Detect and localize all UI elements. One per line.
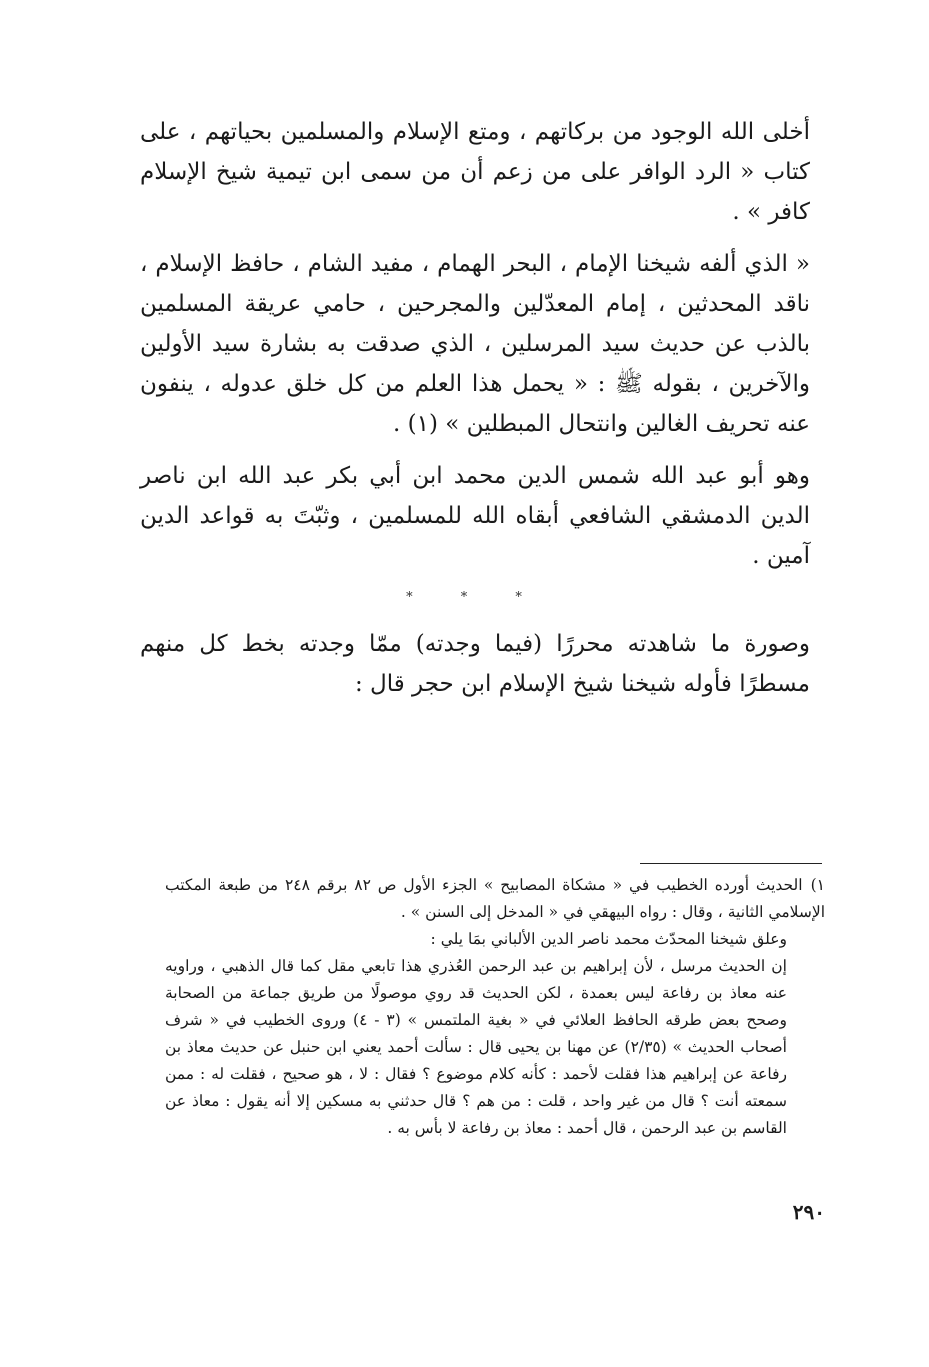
paragraph-2: « الذي ألفه شيخنا الإمام ، البحر الهمام ، مفيد الشام ، حافظ الإسلام ، ناقد المحدثين ، إمام المعدّلين والمجرحين ، حامي عريقة المسلمين بالذب عن حديث سيد المرسلين ، الذي صدقت به بشارة سيد الأولين والآخرين ، بقوله ﷺ : « يحمل هذا العلم من كل خلق عدوله ، ينفون عنه تحريف الغالين وانتحال المبطلين » (١) .	[140, 251, 810, 437]
paragraph-4: وصورة ما شاهدته محررًا (فيما وجدته) ممّا وجدته بخط كل منهم مسطرًا فأوله شيخنا شيخ الإسلام ابن حجر قال :	[140, 631, 810, 697]
paragraph-3: وهو أبو عبد الله شمس الدين محمد ابن أبي بكر عبد الله ابن ناصر الدين الدمشقي الشافعي أبقاه الله للمسلمين ، وثبّتَ به قواعد الدين آمين .	[140, 463, 810, 569]
footnote-1	[165, 872, 825, 926]
main-text-body	[140, 112, 810, 716]
footnotes-section	[165, 872, 825, 1142]
footnote-number: ١)	[810, 876, 825, 894]
section-divider-ornament: * * *	[406, 590, 544, 605]
footnote-line-3: إن الحديث مرسل ، لأن إبراهيم بن عبد الرحمن العُذري هذا تابعي مقل كما قال الذهبي ، وراويه عنه معاذ بن رفاعة ليس بعمدة ، لكن الحديث قد روي موصولًا من طريق جماعة من الصحابة وصحح بعض طرقه الحافظ العلائي في « بغية الملتمس » (٣ - ٤) وروى الخطيب في « شرف أصحاب الحديث » (٢/٣٥) عن مهنا بن يحيى قال : سألت أحمد يعني ابن حنبل عن حديث معاذ بن رفاعة عن إبراهيم هذا فقلت لأحمد : كأنه كلام موضوع ؟ فقال : لا ، هو صحيح ، فقلت له : ممن سمعته أنت ؟ قال من غير واحد ، قلت : من هم ؟ قال حدثني به مسكين إلا أنه يقول : معاذ عن القاسم بن عبد الرحمن ، قال أحمد : معاذ بن رفاعة لا بأس به .	[165, 957, 788, 1137]
paragraph-1: أخلى الله الوجود من بركاتهم ، ومتع الإسلام والمسلمين بحياتهم ، على كتاب « الرد الوافر على من زعم أن من سمى ابن تيمية شيخ الإسلام كافر » .	[140, 119, 810, 225]
footnote-line-2: وعلق شيخنا المحدّث محمد ناصر الدين الألباني بمَا يلي :	[430, 930, 787, 948]
footnote-separator-line	[640, 863, 822, 864]
footnote-line-1: الحديث أورده الخطيب في « مشكاة المصابيح » الجزء الأول ص ٨٢ برقم ٢٤٨ من طبعة المكتب الإسلامي الثانية ، وقال : رواه البيهقي في « المدخل إلى السنن » .	[165, 876, 825, 921]
page-number: ٢٩٠	[792, 1200, 825, 1224]
